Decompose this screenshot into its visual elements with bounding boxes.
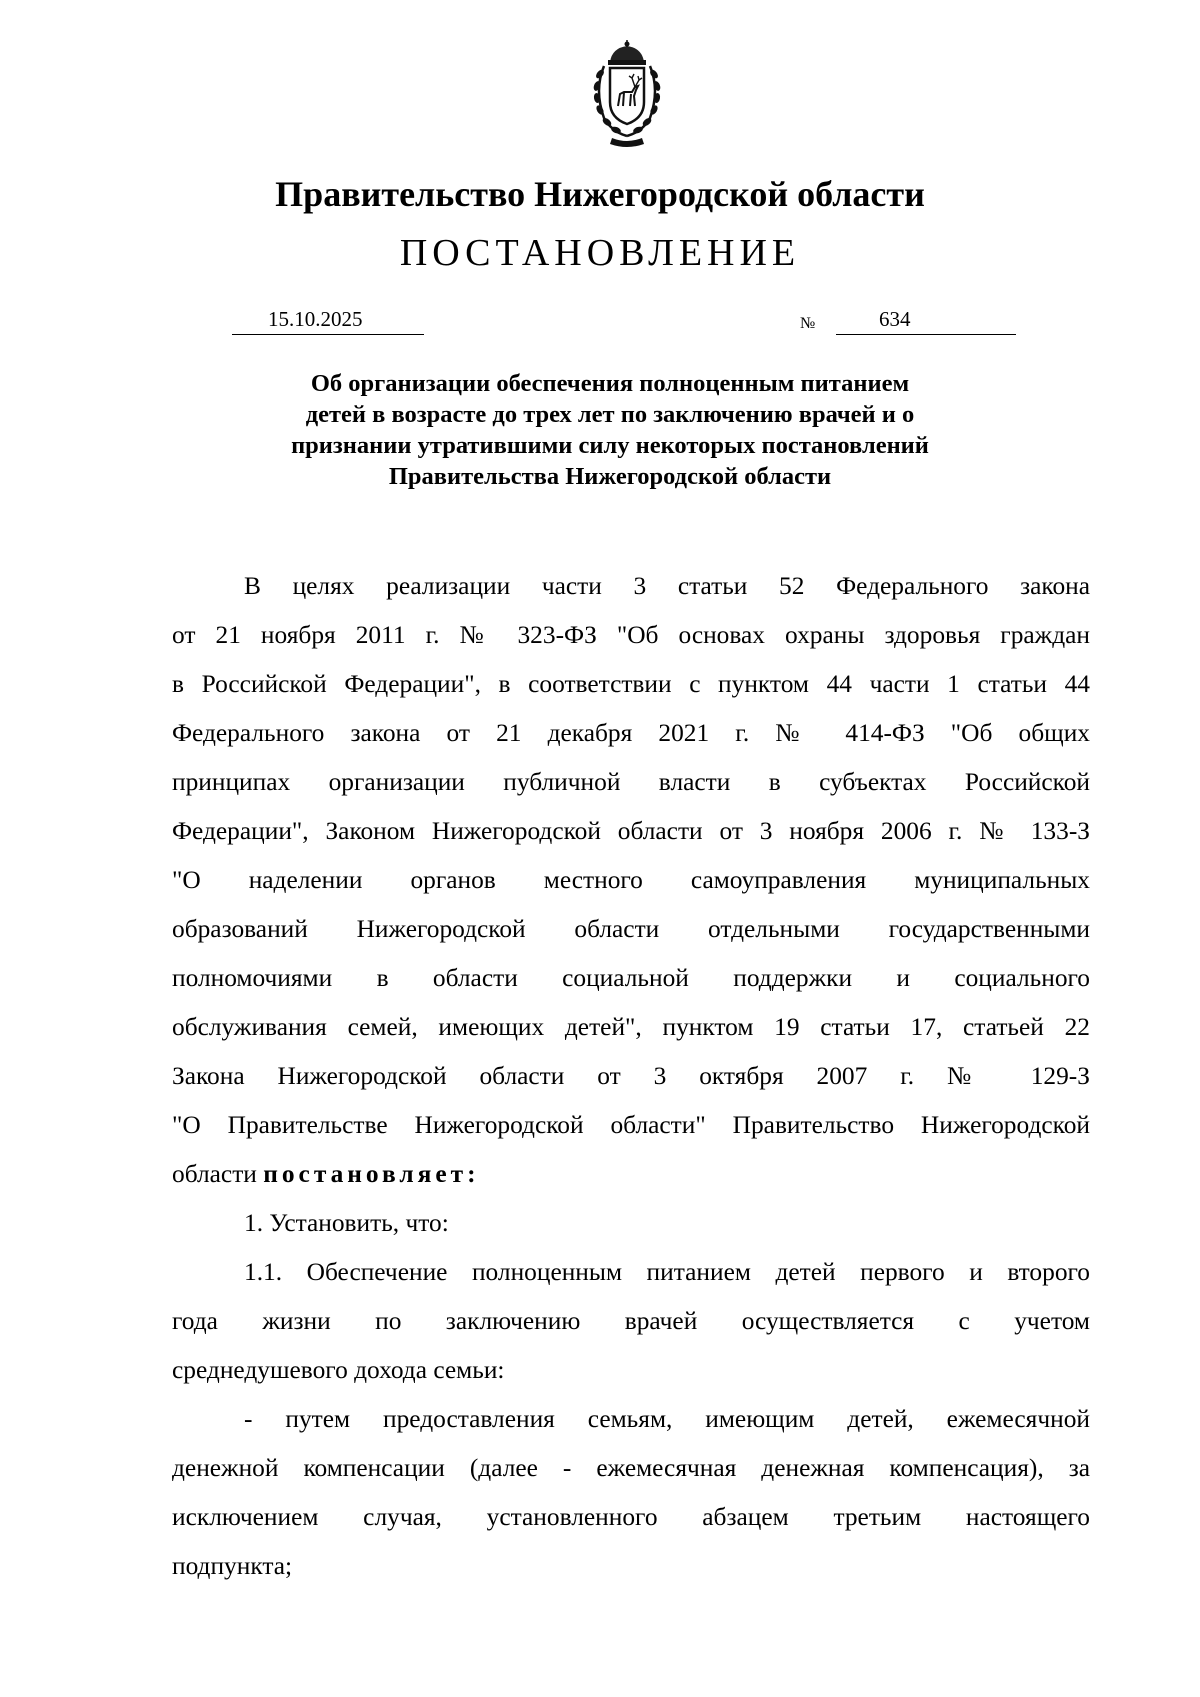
preamble-line: принципах организации публичной власти в субъектах Российской [172, 768, 1090, 796]
number-sign: № [800, 315, 816, 332]
preamble-line: Закона Нижегородской области от 3 октября 2007 г. № 129-З [172, 1062, 1090, 1090]
dash-item-line: подпункта; [172, 1552, 293, 1580]
item-1: 1. Установить, что: [244, 1209, 449, 1237]
preamble-line: "О наделении органов местного самоуправления муниципальных [172, 866, 1090, 894]
preamble-line: В целях реализации части 3 статьи 52 Федерального закона [244, 572, 1090, 600]
preamble-line: Федерации", Законом Нижегородской области от 3 ноября 2006 г. № 133-З [172, 817, 1090, 845]
item-1-1-line: среднедушевого дохода семьи: [172, 1356, 505, 1384]
preamble-final-prefix: области [172, 1160, 264, 1188]
item-1-1-line: года жизни по заключению врачей осуществляется с учетом [172, 1307, 1090, 1335]
preamble-line: полномочиями в области социальной поддержки и социального [172, 964, 1090, 992]
preamble-line: от 21 ноября 2011 г. № 323-ФЗ "Об основах охраны здоровья граждан [172, 621, 1090, 649]
dash-item-line: денежной компенсации (далее - ежемесячная денежная компенсация), за [172, 1454, 1090, 1482]
item-1-1-line: 1.1. Обеспечение полноценным питанием детей первого и второго [244, 1258, 1090, 1286]
dash-item-line: - путем предоставления семьям, имеющим детей, ежемесячной [244, 1405, 1090, 1433]
document-title [220, 368, 1000, 492]
document-title-line: признании утратившими силу некоторых постановлений [291, 432, 929, 459]
document-number: 634 [879, 307, 911, 331]
preamble-line: образований Нижегородской области отдельными государственными [172, 915, 1090, 943]
resolves-keyword: постановляет: [263, 1160, 480, 1188]
preamble-final-line [172, 1150, 1090, 1199]
dash-item-line: исключением случая, установленного абзацем третьим настоящего [172, 1503, 1090, 1531]
document-title-line: Правительства Нижегородской области [388, 463, 832, 490]
document-title-line: Об организации обеспечения полноценным питанием [310, 370, 910, 397]
preamble-line: обслуживания семей, имеющих детей", пунктом 19 статьи 17, статьей 22 [172, 1013, 1090, 1041]
organization-title: Правительство Нижегородской области [275, 174, 925, 214]
document-number-field [836, 306, 1016, 335]
document-title-line: детей в возрасте до трех лет по заключению врачей и о [305, 401, 915, 428]
document-date: 15.10.2025 [268, 307, 363, 331]
nizhny-novgorod-coat-of-arms-icon [572, 40, 682, 150]
document-type: ПОСТАНОВЛЕНИЕ [399, 232, 801, 274]
document-body [172, 562, 1090, 1591]
document-date-field [232, 306, 424, 335]
preamble-line: в Российской Федерации", в соответствии с пунктом 44 части 1 статьи 44 [172, 670, 1090, 698]
preamble-line: "О Правительстве Нижегородской области" Правительство Нижегородской [172, 1111, 1090, 1139]
preamble-line: Федерального закона от 21 декабря 2021 г. № 414-ФЗ "Об общих [172, 719, 1090, 747]
